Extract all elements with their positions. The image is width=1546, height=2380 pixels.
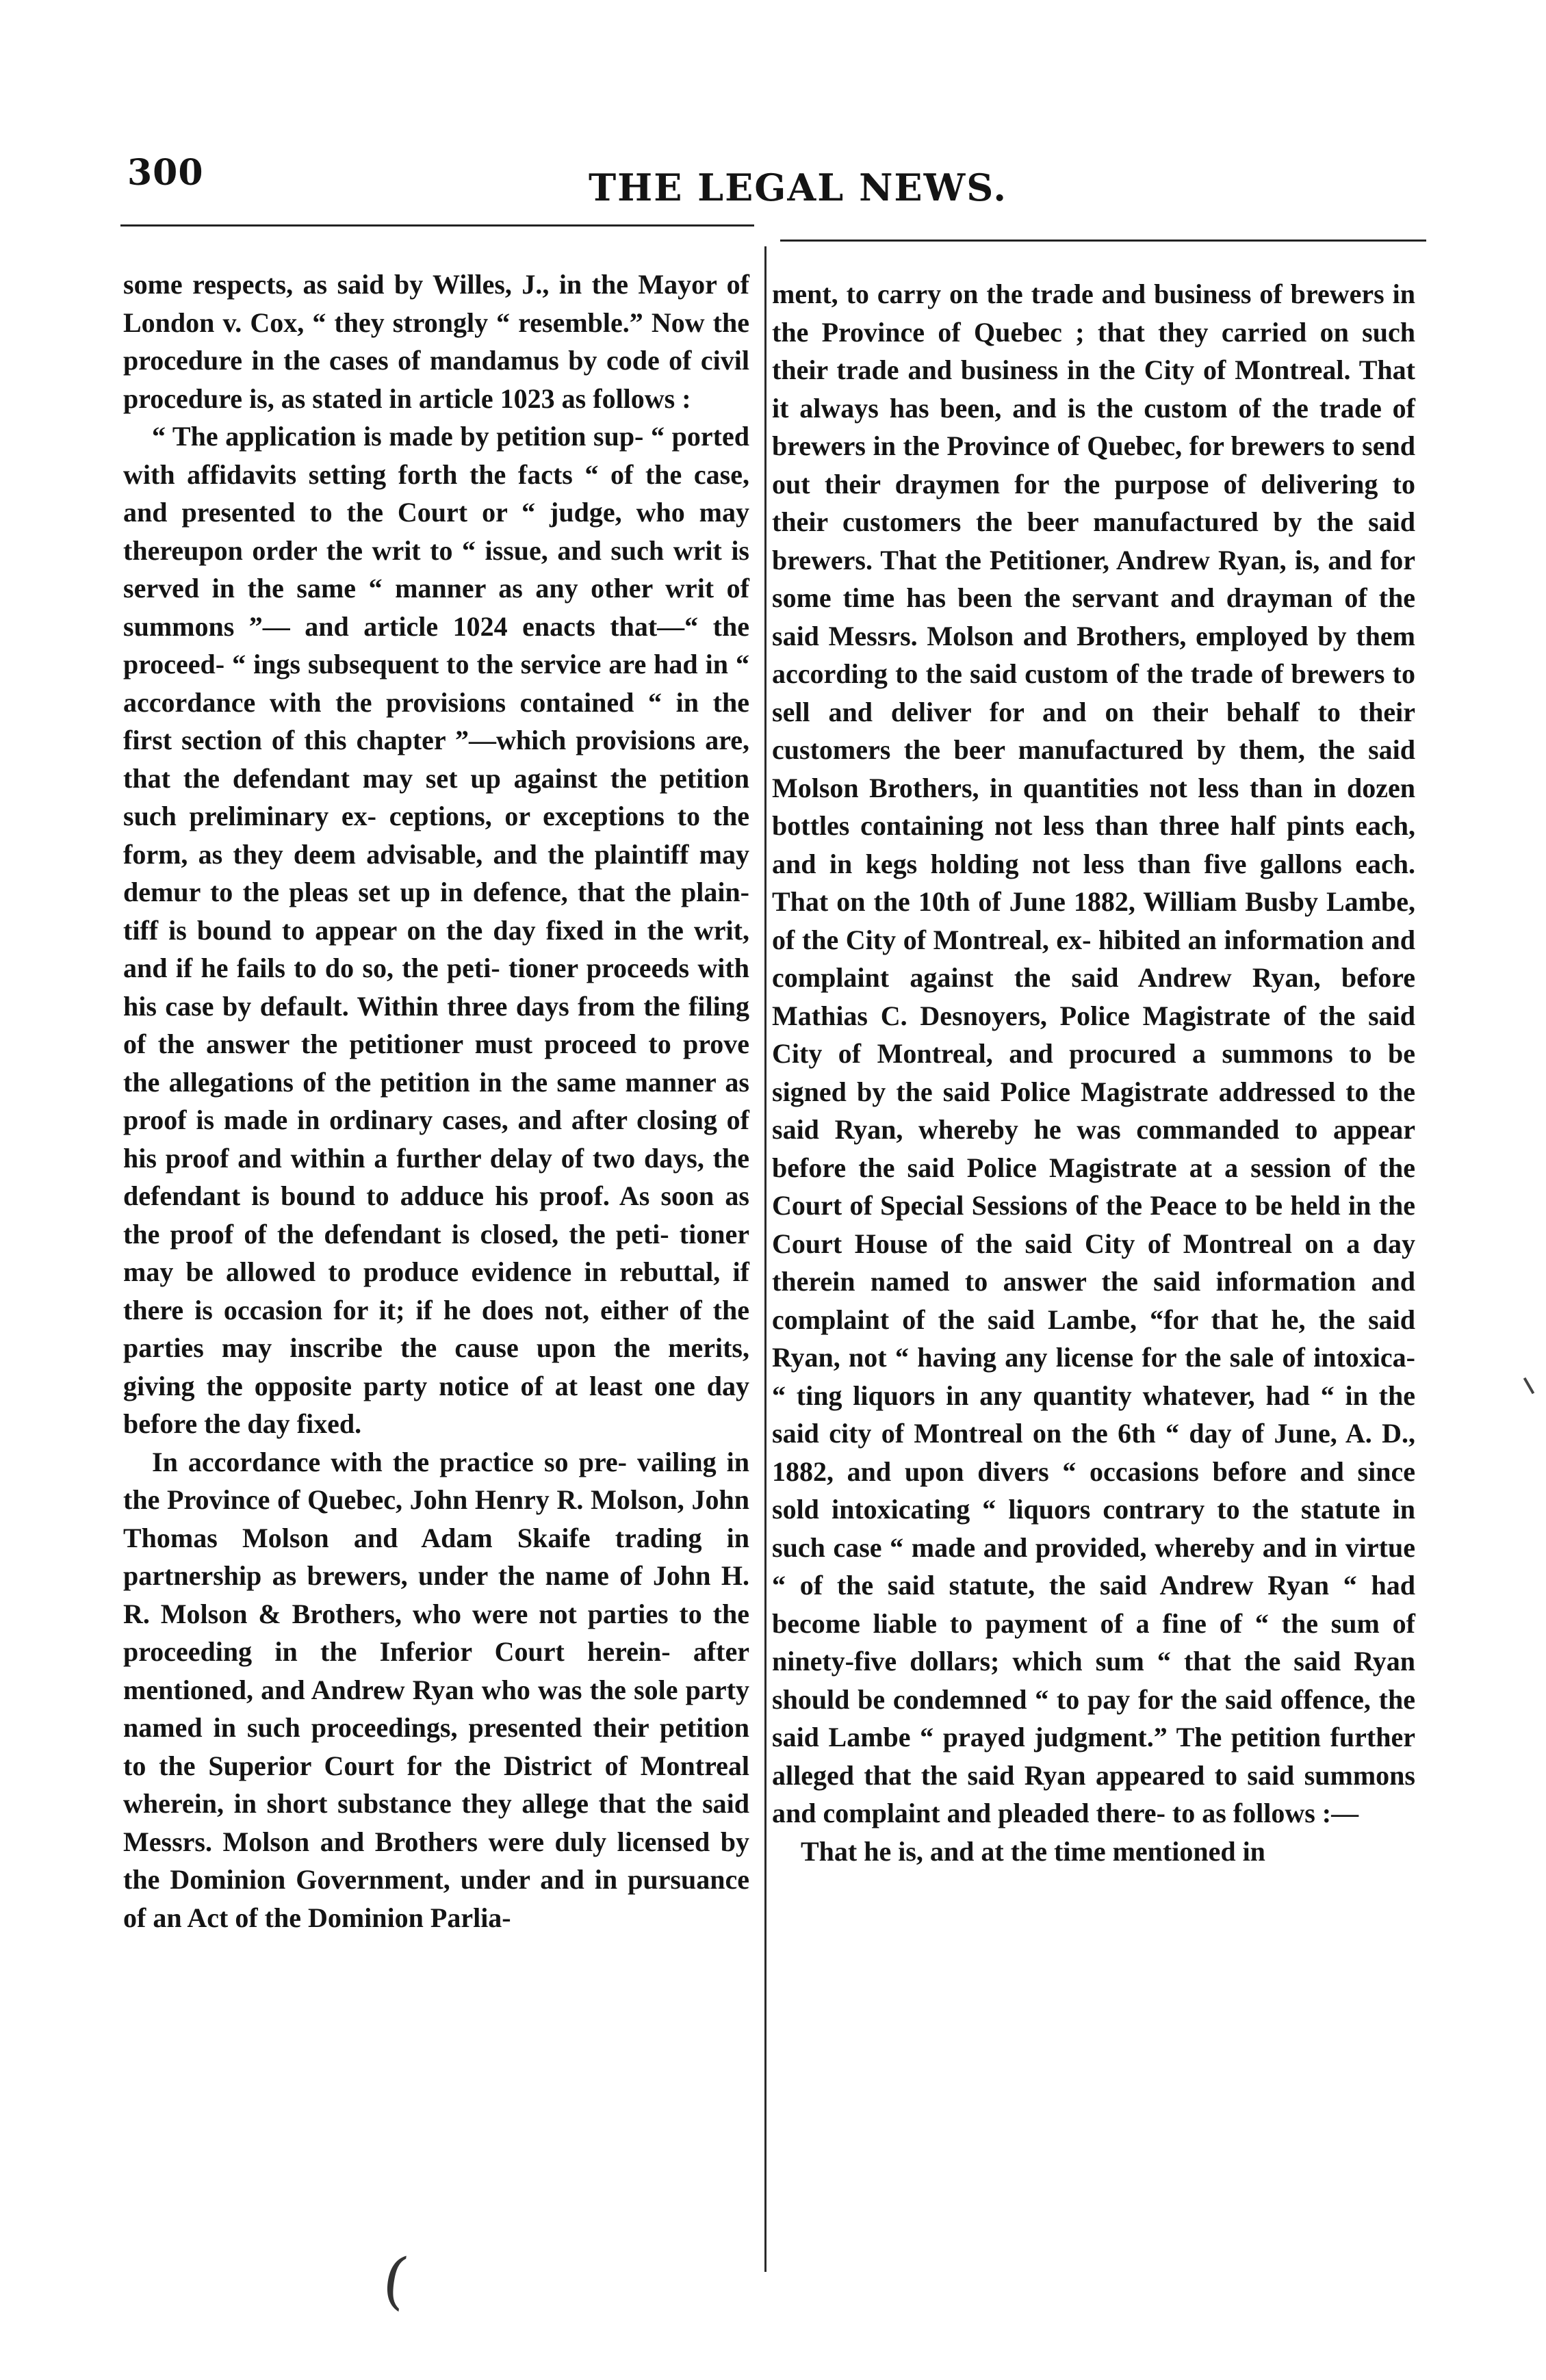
- left-column: [123, 266, 749, 1937]
- header-rule-left: [120, 224, 754, 227]
- stray-pen-mark: (: [378, 2243, 413, 2318]
- margin-tick-mark: [1523, 1377, 1534, 1395]
- right-column: [772, 275, 1415, 1870]
- page-number: 300: [127, 152, 204, 194]
- left-paragraph-1: some respects, as said by Willes, J., in the Mayor of London v. Cox, “ they strongly “ resemble.” Now the procedure in the cases of mandamus by code of civil procedure is, as stated in article 1023 as follows :: [123, 269, 749, 414]
- right-paragraph-2: That he is, and at the time mentioned in: [801, 1835, 1265, 1867]
- left-paragraph-2: “ The application is made by petition sup- “ ported with affidavits setting forth the facts “ of the case, and presented to the Court or “ judge, who may thereupon order the writ to “ issue, and such writ is served in the same “ manner as any other writ of summons ”— and article 1024 enacts that—“ the proceed- “ ings subsequent to the service are had in “ accordance with the provisions contained “ in the first section of this chapter ”—which provisions are, that the defendant may set up against the petition such preliminary ex- ceptions, or exceptions to the form, as they deem advisable, and the plaintiff may demur to the pleas set up in defence, that the plain- tiff is bound to appear on the day fixed in the writ, and if he fails to do so, the peti- tioner proceeds with his case by default. Within three days from the filing of the answer the petitioner must proceed to prove the allegations of the petition in the same manner as proof is made in ordinary cases, and after closing of his proof and within a further delay of two days, the defendant is bound to adduce his proof. As soon as the proof of the defendant is closed, the peti- tioner may be allowed to produce evidence in rebuttal, if there is occasion for it; if he does not, either of the parties may inscribe the cause upon the merits, giving the opposite party notice of at least one day before the day fixed.: [123, 421, 749, 1439]
- header-rule-right: [780, 240, 1426, 242]
- right-paragraph-1: ment, to carry on the trade and business of brewers in the Province of Quebec ; that they carried on such their trade and business in the City of Montreal. That it always has been, and is the custom of the trade of brewers in the Province of Quebec, for brewers to send out their draymen for the purpose of delivering to their customers the beer manufactured by the said brewers. That the Petitioner, Andrew Ryan, is, and for some time has been the servant and drayman of the said Messrs. Molson and Brothers, employed by them according to the said custom of the trade of brewers to sell and deliver for and on their behalf to their customers the beer manufactured by them, the said Molson Brothers, in quantities not less than in dozen bottles containing not less than three half pints each, and in kegs holding not less than five gallons each. That on the 10th of June 1882, William Busby Lambe, of the City of Montreal, ex- hibited an information and complaint against the said Andrew Ryan, before Mathias C. Desnoyers, Police Magistrate of the said City of Montreal, and procured a summons to be signed by the said Police Magistrate addressed to the said Ryan, whereby he was commanded to appear before the said Police Magistrate at a session of the Court of Special Sessions of the Peace to be held in the Court House of the said City of Montreal on a day therein named to answer the said information and complaint of the said Lambe, “for that he, the said Ryan, not “ having any license for the sale of intoxica- “ ting liquors in any quantity whatever, had “ in the said city of Montreal on the 6th “ day of June, A. D., 1882, and upon divers “ occasions before and since sold intoxicating “ liquors contrary to the statute in such case “ made and provided, whereby and in virtue “ of the said statute, the said Andrew Ryan “ had become liable to payment of a fine of “ the sum of ninety-five dollars; which sum “ that the said Ryan should be condemned “ to pay for the said offence, the said Lambe “ prayed judgment.” The petition further alleged that the said Ryan appeared to said summons and complaint and pleaded there- to as follows :—: [772, 279, 1415, 1828]
- running-title: THE LEGAL NEWS.: [589, 166, 1008, 209]
- column-divider: [764, 246, 766, 2272]
- left-paragraph-3: In accordance with the practice so pre- vailing in the Province of Quebec, John Henry R. Molson, John Thomas Molson and Adam Skaife trading in partnership as brewers, under the name of John H. R. Molson & Brothers, who were not parties to the proceeding in the Inferior Court herein- after mentioned, and Andrew Ryan who was the sole party named in such proceedings, presented their petition to the Superior Court for the District of Montreal wherein, in short substance they allege that the said Messrs. Molson and Brothers were duly licensed by the Dominion Government, under and in pursuance of an Act of the Dominion Parlia-: [123, 1446, 749, 1933]
